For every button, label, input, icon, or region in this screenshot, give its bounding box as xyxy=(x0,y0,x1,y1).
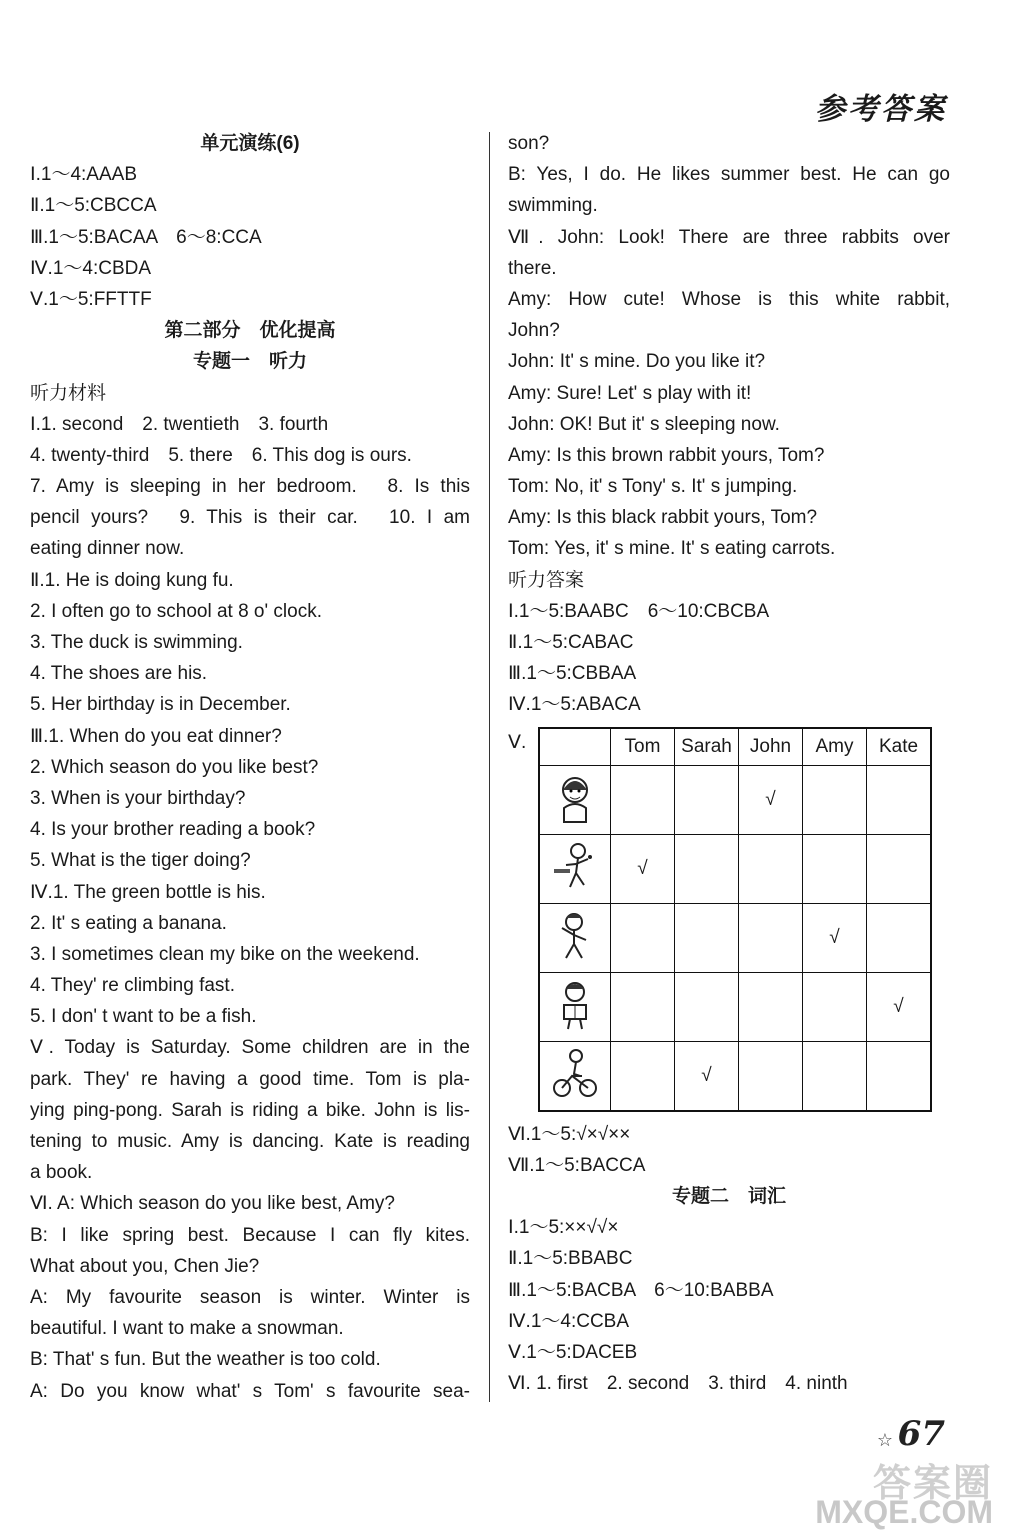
text-line: there. xyxy=(508,257,557,279)
table-row xyxy=(539,834,931,903)
text-line: 2. It' s eating a banana. xyxy=(30,912,227,934)
text-line: swimming. xyxy=(508,195,598,217)
text-line: 专题一 听力 xyxy=(192,351,307,373)
text-line: son? xyxy=(508,133,550,154)
table-row xyxy=(539,903,931,972)
text-line: John: OK! But it' s sleeping now. xyxy=(508,413,780,435)
answer-table-header-row xyxy=(539,728,931,766)
child-playing-ping-pong-icon xyxy=(552,839,598,893)
check-cell xyxy=(739,834,803,903)
check-cell xyxy=(867,834,932,903)
text-line: Amy: Sure! Let' s play with it! xyxy=(508,382,752,404)
check-cell xyxy=(739,1041,803,1111)
check-cell xyxy=(803,765,867,834)
text-line: Ⅴ.1～5:FFTTF xyxy=(30,288,152,310)
boy-listening-music-icon xyxy=(552,770,598,824)
text-line: 5. What is the tiger doing? xyxy=(30,850,251,872)
check-cell xyxy=(675,972,739,1041)
text-line: A: My favourite season is winter. Winter is xyxy=(30,1286,470,1308)
check-cell xyxy=(675,903,739,972)
text-line: 3. I sometimes clean my bike on the weekend. xyxy=(30,943,420,965)
check-cell xyxy=(867,765,932,834)
table-row xyxy=(539,765,931,834)
answer-table-label: Ⅴ. xyxy=(508,731,527,753)
check-cell: √ xyxy=(803,903,867,972)
text-line: 2. Which season do you like best? xyxy=(30,756,319,778)
text-line: A: Do you know what' s Tom' s favourite sea- xyxy=(30,1380,470,1402)
text-line: ying ping-pong. Sarah is riding a bike. John is lis- xyxy=(30,1099,470,1121)
text-line: Ⅲ.1. When do you eat dinner? xyxy=(30,725,282,747)
text-line: Amy: How cute! Whose is this white rabbit, xyxy=(508,288,950,310)
table-row xyxy=(539,1041,931,1111)
text-line: 3. The duck is swimming. xyxy=(30,632,243,653)
text-line: 5. Her birthday is in December. xyxy=(30,694,291,716)
text-line: 4. twenty-third 5. there 6. This dog is ours. xyxy=(30,444,412,466)
check-cell xyxy=(803,1041,867,1111)
text-line: Ⅱ.1～5:BBABC xyxy=(508,1248,633,1270)
text-line: 单元演练(6) xyxy=(200,133,300,154)
check-cell xyxy=(867,1041,932,1111)
text-line: 5. I don' t want to be a fish. xyxy=(30,1006,257,1028)
text-line: park. They' re having a good time. Tom is pla- xyxy=(30,1068,470,1090)
table-column-header: Kate xyxy=(867,728,932,766)
text-line: John? xyxy=(508,320,560,342)
text-line: B: That' s fun. But the weather is too cold. xyxy=(30,1349,381,1371)
text-line: Ⅴ.1～5:DACEB xyxy=(508,1341,638,1363)
text-line: John: It' s mine. Do you like it? xyxy=(508,351,766,373)
text-line: Ⅱ.1～5:CABAC xyxy=(508,632,634,653)
text-line: 第二部分 优化提高 xyxy=(164,320,336,342)
picture-cell xyxy=(539,903,611,972)
text-line: Ⅱ.1. He is doing kung fu. xyxy=(30,569,234,591)
check-cell xyxy=(611,1041,675,1111)
girl-reading-book-icon xyxy=(552,977,598,1031)
text-line: Amy: Is this brown rabbit yours, Tom? xyxy=(508,444,825,466)
text-line: Ⅳ.1. The green bottle is his. xyxy=(30,881,266,903)
text-line: 3. When is your birthday? xyxy=(30,787,246,809)
text-line: Amy: Is this black rabbit yours, Tom? xyxy=(508,507,818,529)
check-cell xyxy=(611,765,675,834)
text-line: 7. Amy is sleeping in her bedroom. 8. Is this xyxy=(30,476,470,498)
table-column-header: Tom xyxy=(611,728,675,766)
left-column xyxy=(30,128,470,1407)
page-header-title: 参考答案 xyxy=(815,92,947,127)
table-column-header: Amy xyxy=(803,728,867,766)
text-line: Ⅵ. A: Which season do you like best, Amy? xyxy=(30,1193,395,1215)
check-cell xyxy=(675,765,739,834)
watermark-logo: 答案圈 xyxy=(872,1463,993,1505)
check-cell xyxy=(675,834,739,903)
text-line: Ⅲ.1～5:CBBAA xyxy=(508,663,637,685)
right-column-top xyxy=(508,128,950,721)
answer-table xyxy=(538,727,932,1112)
text-line: Tom: Yes, it' s mine. It' s eating carrots. xyxy=(508,538,836,560)
text-line: 专题二 词汇 xyxy=(671,1185,786,1207)
table-row xyxy=(539,972,931,1041)
text-line: Ⅲ.1～5:BACAA 6～8:CCA xyxy=(30,226,262,248)
text-line: B: I like spring best. Because I can fly kites. xyxy=(30,1224,470,1246)
table-column-header: John xyxy=(739,728,803,766)
page-number: 67 xyxy=(897,1414,945,1454)
right-column-bottom xyxy=(508,1119,950,1400)
text-line: Ⅴ. Today is Saturday. Some children are in the xyxy=(30,1037,470,1059)
text-line: Ⅵ. 1. first 2. second 3. third 4. ninth xyxy=(508,1373,848,1395)
check-cell: √ xyxy=(867,972,932,1041)
check-cell xyxy=(867,903,932,972)
text-line: 听力材料 xyxy=(30,382,107,404)
text-line: Ⅰ.1. second 2. twentieth 3. fourth xyxy=(30,413,329,435)
check-cell xyxy=(803,834,867,903)
text-line: Ⅳ.1～4:CBDA xyxy=(30,257,152,279)
check-cell: √ xyxy=(739,765,803,834)
girl-dancing-icon xyxy=(552,908,598,962)
picture-cell xyxy=(539,1041,611,1111)
text-line: Tom: No, it' s Tony' s. It' s jumping. xyxy=(508,476,798,498)
text-line: 4. They' re climbing fast. xyxy=(30,975,235,997)
check-cell xyxy=(739,972,803,1041)
check-cell xyxy=(611,972,675,1041)
table-corner-cell xyxy=(539,728,611,766)
text-line: eating dinner now. xyxy=(30,538,185,560)
text-line: 4. Is your brother reading a book? xyxy=(30,819,316,841)
picture-cell xyxy=(539,765,611,834)
table-column-header: Sarah xyxy=(675,728,739,766)
text-line: tening to music. Amy is dancing. Kate is reading xyxy=(30,1131,470,1152)
check-cell xyxy=(611,903,675,972)
text-line: Ⅵ.1～5:√×√×× xyxy=(508,1123,631,1145)
text-line: B: Yes, I do. He likes summer best. He can go xyxy=(508,164,950,186)
text-line: Ⅰ.1～5:××√√× xyxy=(508,1217,619,1239)
text-line: Ⅳ.1～4:CCBA xyxy=(508,1310,630,1332)
text-line: 2. I often go to school at 8 o' clock. xyxy=(30,600,322,622)
child-riding-bike-icon xyxy=(552,1046,598,1100)
text-line: Ⅰ.1～4:AAAB xyxy=(30,164,137,186)
text-line: Ⅶ.1～5:BACCA xyxy=(508,1154,646,1176)
picture-cell xyxy=(539,834,611,903)
text-line: Ⅳ.1～5:ABACA xyxy=(508,694,641,716)
picture-cell xyxy=(539,972,611,1041)
text-line: pencil yours? 9. This is their car. 10. I am xyxy=(30,507,470,529)
star-icon: ☆ xyxy=(876,1430,893,1450)
answer-table-section xyxy=(508,727,950,1119)
text-line: Ⅶ. John: Look! There are three rabbits over xyxy=(508,226,950,248)
text-line: Ⅲ.1～5:BACBA 6～10:BABBA xyxy=(508,1279,774,1301)
text-line: a book. xyxy=(30,1162,93,1184)
check-cell: √ xyxy=(675,1041,739,1111)
text-line: 听力答案 xyxy=(508,569,585,591)
column-divider xyxy=(489,132,490,1402)
text-line: Ⅰ.1～5:BAABC 6～10:CBCBA xyxy=(508,600,770,622)
text-line: Ⅱ.1～5:CBCCA xyxy=(30,195,157,217)
check-cell xyxy=(803,972,867,1041)
text-line: What about you, Chen Jie? xyxy=(30,1255,260,1277)
watermark-url: MXQE.COM xyxy=(815,1494,993,1530)
check-cell xyxy=(739,903,803,972)
check-cell: √ xyxy=(611,834,675,903)
right-column xyxy=(508,128,950,1399)
text-line: beautiful. I want to make a snowman. xyxy=(30,1318,344,1340)
text-line: 4. The shoes are his. xyxy=(30,663,208,685)
